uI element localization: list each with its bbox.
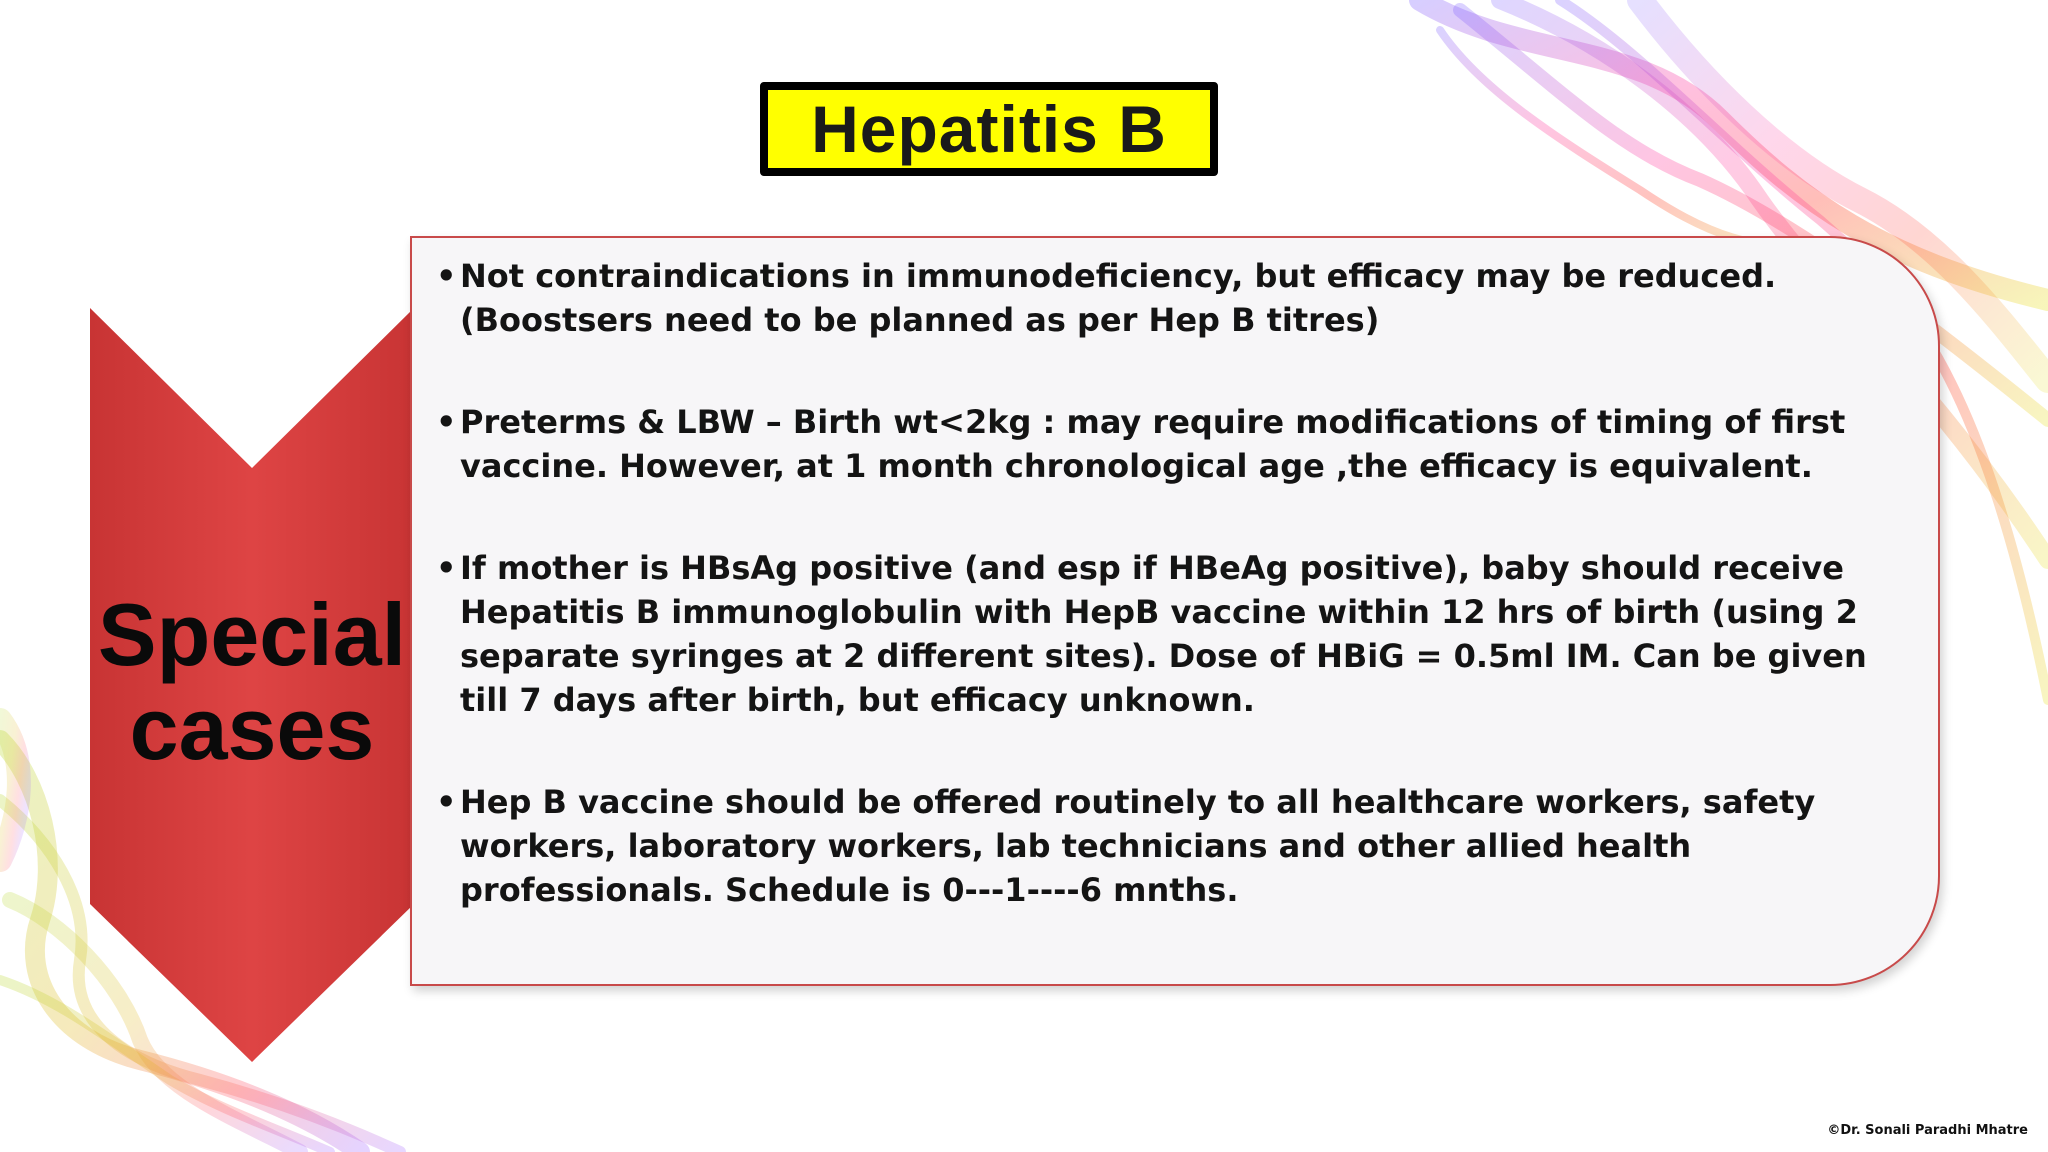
bullet-item: • Preterms & LBW – Birth wt<2kg : may require modifications of timing of first vaccine. However, at 1 month chronological age ,the efficacy is equivalent. — [436, 400, 1916, 488]
side-label-line-1: Special — [97, 585, 407, 684]
bullet-list — [436, 254, 1916, 970]
bullet-item: • Not contraindications in immunodeficiency, but efficacy may be reduced. (Boostsers need to be planned as per Hep B titres) — [436, 254, 1916, 342]
title-box — [760, 82, 1218, 176]
side-label-line-2: cases — [129, 679, 375, 778]
slide-title: Hepatitis B — [811, 92, 1167, 166]
bullet-item: • Hep B vaccine should be offered routinely to all healthcare workers, safety workers, laboratory workers, lab technicians and other allied health professionals. Schedule is 0---1----6 mnths. — [436, 780, 1916, 912]
bullet-item: • If mother is HBsAg positive (and esp if HBeAg positive), baby should receive Hepatitis B immunoglobulin with HepB vaccine within 12 hrs of birth (using 2 separate syringes at 2 different sites). Dose of HBiG = 0.5ml IM. Can be given till 7 days after birth, but efficacy unknown. — [436, 546, 1916, 722]
copyright-notice: ©Dr. Sonali Paradhi Mhatre — [1827, 1123, 2028, 1138]
side-label — [92, 585, 412, 778]
